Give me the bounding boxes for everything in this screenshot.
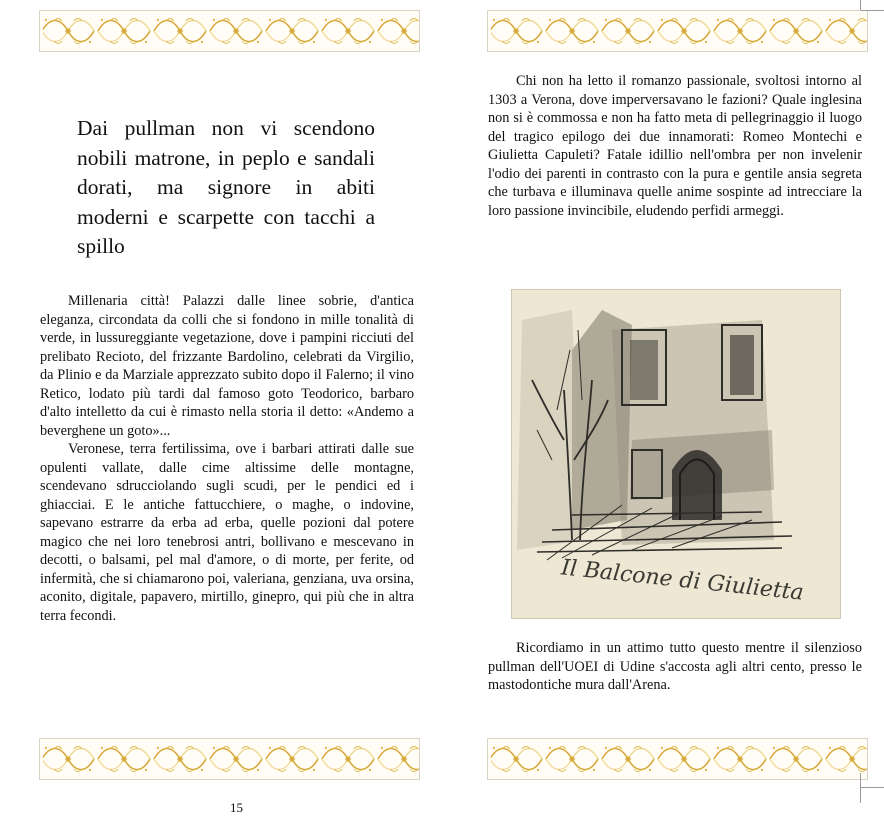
ornament-border-icon bbox=[40, 739, 419, 779]
crop-mark bbox=[860, 0, 861, 10]
paragraph: Ricordiamo in un attimo tutto questo mentre il silenzioso pullman dell'UOEI di Udine s'accosta agli altri cento, presso le mastodontiche mura dall'Arena. bbox=[488, 640, 862, 693]
pull-quote: Dai pullman non vi scendono nobili matrone, in peplo e sandali dorati, ma signore in abiti moderni e scarpette con tacchi a spillo bbox=[77, 116, 375, 258]
balcony-sketch-image bbox=[511, 289, 841, 619]
left-text-column bbox=[40, 292, 414, 625]
sketch-balcony-icon bbox=[512, 290, 840, 618]
paragraph: Veronese, terra fertilissima, ove i barbari attirati dalle sue opulenti vallate, dalle cime altissime delle montagne, scendevano sdrucciolando sugli scudi, per le pendici ed i ghiacciai. E le antiche fattucchiere, o maghe, o indovine, sapevano estrarre da erba ad erba, quelle pozioni dal potere magico che nei loro tenebrosi antri, bollivano e mescevano in decotti, o balsami, pel mal d'amore, o di morte, per ferite, od infermità, che si chiamarono poi, valeriana, genziana, uva orsina, aconito, digitale, papavero, mirtillo, ginepro, qui più che in altra terra fecondi. bbox=[40, 441, 414, 624]
ornament-border-bottom-left bbox=[39, 738, 420, 780]
crop-mark bbox=[861, 10, 884, 11]
ornament-border-top-right bbox=[487, 10, 868, 52]
crop-mark bbox=[861, 787, 884, 788]
sketch-caption: Il Balcone di Giulietta bbox=[559, 555, 805, 606]
crop-mark bbox=[860, 773, 861, 803]
right-text-column-bottom bbox=[488, 639, 862, 695]
ornament-border-bottom-right bbox=[487, 738, 868, 780]
ornament-border-icon bbox=[40, 11, 419, 51]
paragraph: Millenaria città! Palazzi dalle linee sobrie, d'antica eleganza, circondata da colli che si fondono in mille tonalità di verde, in lussureggiante vegetazione, dove i pampini ricciuti del prelibato Recioto, del frizzante Bardolino, celebrati da Virgilio, da Plinio e da Marziale apprezzato subito dopo il Falerno; il vino Retico, lodato più tardi dal famoso goto Teodorico, barbaro d'alto intelletto da cui è rimasto nella storia il detto: «Andemo a beverghene un goto»... bbox=[40, 293, 414, 439]
ornament-border-icon bbox=[488, 739, 867, 779]
paragraph: Chi non ha letto il romanzo passionale, svoltosi intorno al 1303 a Verona, dove imperversavano le fazioni? Quale inglesina non si è commossa e non ha fatto meta di pellegrinaggio il luogo del tragico epilogo dei due innamorati: Romeo Montechi e Giulietta Capuleti? Fatale idillio nell'ombra per non invelenir l'odio dei parenti in contrasto con la pura e gentile ansia segreta che turbava e illuminava quelle anime sospinte ad intrecciare la loro passione invincibile, eludendo perfidi armeggi. bbox=[488, 73, 862, 219]
ornament-border-top-left bbox=[39, 10, 420, 52]
page-number: 15 bbox=[230, 800, 243, 815]
ornament-border-icon bbox=[488, 11, 867, 51]
right-text-column-top bbox=[488, 72, 862, 220]
